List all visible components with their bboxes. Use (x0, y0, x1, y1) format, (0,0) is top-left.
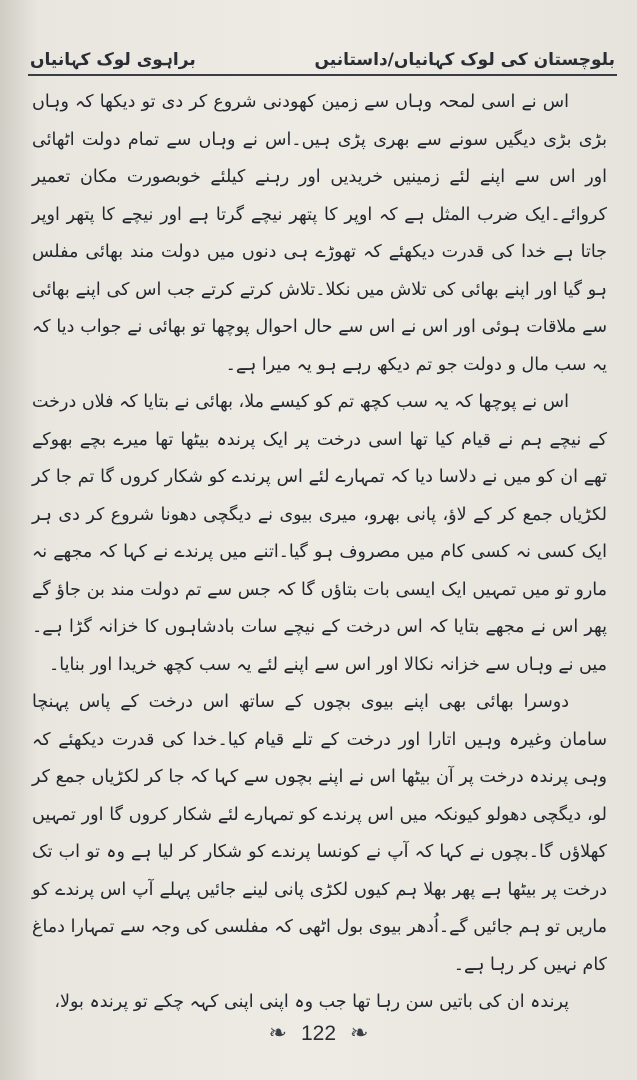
page-footer (0, 1022, 637, 1046)
left-ornament-icon: ❧ (268, 1021, 287, 1046)
paragraph: اس نے اسی لمحہ وہاں سے زمین کھودنی شروع کر دی تو دیکھا کہ وہاں بڑی بڑی دیگیں سونے سے بھری پڑی ہیں۔اس نے وہاں سے تمام دولت اٹھائی اور اس سے اپنے لئے زمینیں خریدیں اور رہنے کیلئے خوبصورت مکان تعمیر کروائے۔ایک ضرب المثل ہے کہ اوپر کا پتھر نیچے گرتا ہے اور نیچے کا پتھر اوپر جاتا ہے خدا کی قدرت دیکھئے کہ تھوڑے ہی دنوں میں دولت مند بھائی مفلس ہو گیا اور اپنے بھائی کی تلاش میں نکلا۔تلاش کرتے کرتے جب اس کی اپنے بھائی سے ملاقات ہوئی اور اس نے اس سے حال احوال پوچھا تو بھائی نے جواب دیا کہ یہ سب مال و دولت جو تم دیکھ رہے ہو یہ میرا ہے۔ (32, 92, 607, 375)
body-text (32, 84, 607, 1022)
section-title: براہوی لوک کہانیاں (30, 50, 196, 70)
paragraph: پرندہ ان کی باتیں سن رہا تھا جب وہ اپنی اپنی کہہ چکے تو پرندہ بولا، (54, 992, 569, 1012)
paragraph: دوسرا بھائی بھی اپنے بیوی بچوں کے ساتھ اس درخت کے پاس پہنچا سامان وغیرہ وہیں اتارا اور درخت کے تلے قیام کیا۔خدا کی قدرت دیکھئے کہ وہی پرندہ درخت پر آن بیٹھا اس نے اپنے بچوں سے کہا کہ جا کر لکڑیاں جمع کر لو، دیگچی دھولو کیونکہ میں اس پرندے کو تمہارے لئے شکار کروں گا اور تمہیں کھلاؤں گا۔بچوں نے کہا کہ آپ نے کونسا پرندے کو شکار کر لیا ہے وہ تو اب تک درخت پر بیٹھا ہے پھر بھلا ہم کیوں لکڑی پانی لینے جائیں پہلے آپ اس پرندے کو ماریں تو ہم جائیں گے۔اُدھر بیوی بول اٹھی کہ مفلسی کی وجہ سے تمہارا دماغ کام نہیں کر رہا ہے۔ (32, 692, 607, 975)
running-header (30, 36, 615, 70)
book-title: بلوچستان کی لوک کہانیاں/داستانیں (314, 50, 615, 70)
page-number: 122 (300, 1022, 337, 1045)
header-divider (28, 74, 617, 76)
right-ornament-icon: ❧ (350, 1021, 369, 1046)
paragraph: اس نے پوچھا کہ یہ سب کچھ تم کو کیسے ملا، بھائی نے بتایا کہ فلاں درخت کے نیچے ہم نے قیام کیا تھا اسی درخت پر ایک پرندہ بیٹھا تھا میرے بچے بھوکے تھے ان کو میں نے دلاسا دیا کہ تمہارے لئے اس پرندے کو شکار کروں گا تم جا کر لکڑیاں جمع کر کے لاؤ، پانی بھرو، میری بیوی نے دیگچی دھونا شروع کر دی ہر ایک کسی نہ کسی کام میں مصروف ہو گیا۔اتنے میں پرندے نے کہا کہ مجھے نہ مارو تو میں تمہیں ایک ایسی بات بتاؤں گا کہ جس سے تم دولت مند بن جاؤ گے پھر اس نے مجھے بتایا کہ اس درخت کے نیچے سات بادشاہوں کا خزانہ گڑا ہے۔میں نے وہاں سے خزانہ نکالا اور اس سے اپنے لئے یہ سب کچھ خریدا اور بنایا۔ (32, 392, 607, 675)
